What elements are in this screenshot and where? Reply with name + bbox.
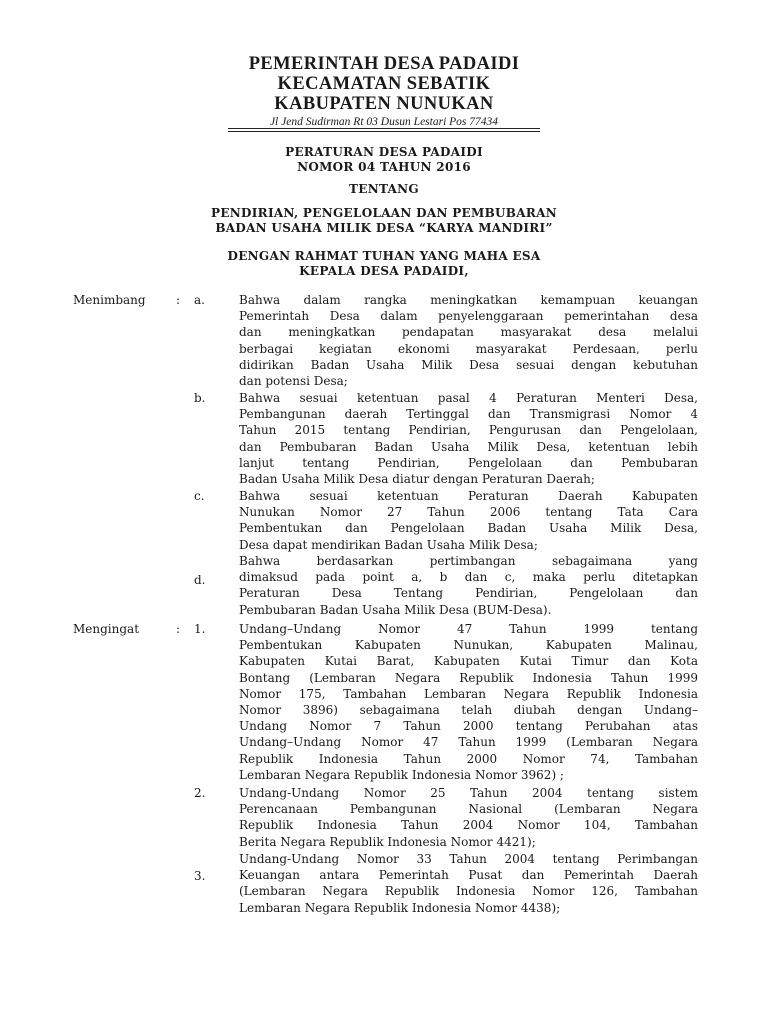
letterhead-rule-thick [228, 131, 540, 132]
letterhead-government: PEMERINTAH DESA PADAIDI [248, 54, 520, 74]
letterhead-address: Jl Jend Sudirman Rt 03 Dusun Lestari Pos 77434 [269, 116, 499, 128]
text-line: Pembentukan dan Pengelolaan Badan Usaha Milik Desa, [239, 521, 698, 536]
mengingat-item-1 [239, 621, 698, 783]
text-line: berbagai kegiatan ekonomi masyarakat Perdesaan, perlu [239, 341, 698, 356]
text-line: lanjut tentang Pendirian, Pengelolaan dan Pembubaran [239, 455, 698, 470]
mengingat-colon: : [176, 622, 181, 636]
text-line: didirikan Badan Usaha Milik Desa sesuai dengan kebutuhan [239, 357, 698, 372]
text-line: Undang-Undang Nomor 33 Tahun 2004 tentang Perimbangan [239, 852, 698, 866]
menimbang-label: Menimbang [73, 293, 146, 307]
menimbang-marker-a: a. [194, 293, 205, 307]
menimbang-item-d [239, 553, 698, 618]
text-line: Undang-Undang Nomor 25 Tahun 2004 tentang sistem [239, 786, 698, 800]
mengingat-item-3 [239, 851, 698, 916]
text-line: (Lembaran Negara Republik Indonesia Nomor 126, Tambahan [239, 884, 698, 899]
grace-phrase: DENGAN RAHMAT TUHAN YANG MAHA ESA [227, 249, 541, 263]
text-line: Bahwa sesuai ketentuan Peraturan Daerah Kabupaten [239, 489, 698, 503]
text-line: dan potensi Desa; [239, 374, 348, 389]
regulation-title: PERATURAN DESA PADAIDI [285, 145, 483, 159]
text-line: Nomor 3896) sebagaimana telah diubah dengan Undang– [239, 703, 698, 718]
text-line: Desa dapat mendirikan Badan Usaha Milik Desa; [239, 537, 538, 552]
text-line: Pemerintah Desa dalam penyelenggaraan pemerintahan desa [239, 309, 698, 324]
text-line: Keuangan antara Pemerintah Pusat dan Pemerintah Daerah [239, 868, 698, 883]
text-line: Undang–Undang Nomor 47 Tahun 1999 tentang [239, 622, 698, 636]
mengingat-marker-3: 3. [194, 869, 206, 883]
text-line: Lembaran Negara Republik Indonesia Nomor 4438); [239, 900, 561, 915]
mengingat-item-2 [239, 785, 698, 850]
text-line: Nomor 175, Tambahan Lembaran Negara Republik Indonesia [239, 686, 698, 701]
menimbang-marker-d: d. [194, 573, 206, 587]
text-line: Perencanaan Pembangunan Nasional (Lembaran Negara [239, 802, 698, 817]
text-line: Badan Usaha Milik Desa diatur dengan Peraturan Daerah; [239, 472, 595, 487]
menimbang-colon: : [176, 293, 181, 307]
text-line: Undang Nomor 7 Tahun 2000 tentang Perubahan atas [239, 719, 698, 734]
text-line: Kabupaten Kutai Barat, Kabupaten Kutai Timur dan Kota [239, 654, 698, 669]
text-line: Peraturan Desa Tentang Pendirian, Pengelolaan dan [239, 586, 698, 601]
letterhead [0, 54, 768, 129]
text-line: Pembangunan daerah Tertinggal dan Transmigrasi Nomor 4 [239, 407, 698, 422]
text-line: Republik Indonesia Tahun 2000 Nomor 74, Tambahan [239, 751, 698, 766]
mengingat-marker-2: 2. [194, 786, 206, 800]
text-line: Lembaran Negara Republik Indonesia Nomor 3962) ; [239, 767, 564, 782]
village-head-title: KEPALA DESA PADAIDI, [299, 264, 469, 278]
menimbang-marker-c: c. [194, 489, 205, 503]
regulation-number: NOMOR 04 TAHUN 2016 [297, 160, 471, 174]
regulation-subject-line1: PENDIRIAN, PENGELOLAAN DAN PEMBUBARAN [211, 206, 557, 220]
text-line: Nunukan Nomor 27 Tahun 2006 tentang Tata Cara [239, 505, 698, 520]
text-line: Tahun 2015 tentang Pendirian, Pengurusan dan Pengelolaan, [239, 423, 698, 438]
text-line: Bahwa berdasarkan pertimbangan sebagaimana yang [239, 554, 698, 568]
regulation-tentang: TENTANG [349, 182, 419, 196]
mengingat-label: Mengingat [73, 622, 140, 636]
text-line: dimaksud pada point a, b dan c, maka perlu ditetapkan [239, 570, 698, 585]
menimbang-item-a [239, 292, 698, 389]
mengingat-marker-1: 1. [194, 622, 206, 636]
letterhead-regency: KABUPATEN NUNUKAN [274, 94, 494, 114]
letterhead-district: KECAMATAN SEBATIK [277, 74, 491, 94]
letterhead-rule-thin [228, 128, 540, 129]
text-line: Bahwa sesuai ketentuan pasal 4 Peraturan Menteri Desa, [239, 391, 698, 405]
menimbang-item-b [239, 390, 698, 487]
text-line: Republik Indonesia Tahun 2004 Nomor 104, Tambahan [239, 818, 698, 833]
text-line: Undang–Undang Nomor 47 Tahun 1999 (Lembaran Negara [239, 735, 698, 750]
text-line: Bahwa dalam rangka meningkatkan kemampuan keuangan [239, 293, 698, 307]
menimbang-item-c [239, 488, 698, 553]
regulation-subject-line2: BADAN USAHA MILIK DESA “KARYA MANDIRI” [215, 221, 553, 235]
text-line: dan Pembubaran Badan Usaha Milik Desa, ketentuan lebih [239, 439, 698, 454]
menimbang-marker-b: b. [194, 391, 206, 405]
text-line: Bontang (Lembaran Negara Republik Indonesia Tahun 1999 [239, 670, 698, 685]
text-line: Pembentukan Kabupaten Nunukan, Kabupaten Malinau, [239, 638, 698, 653]
text-line: dan meningkatkan pendapatan masyarakat desa melalui [239, 325, 698, 340]
text-line: Berita Negara Republik Indonesia Nomor 4421); [239, 834, 536, 849]
text-line: Pembubaran Badan Usaha Milik Desa (BUM-Desa). [239, 602, 552, 617]
